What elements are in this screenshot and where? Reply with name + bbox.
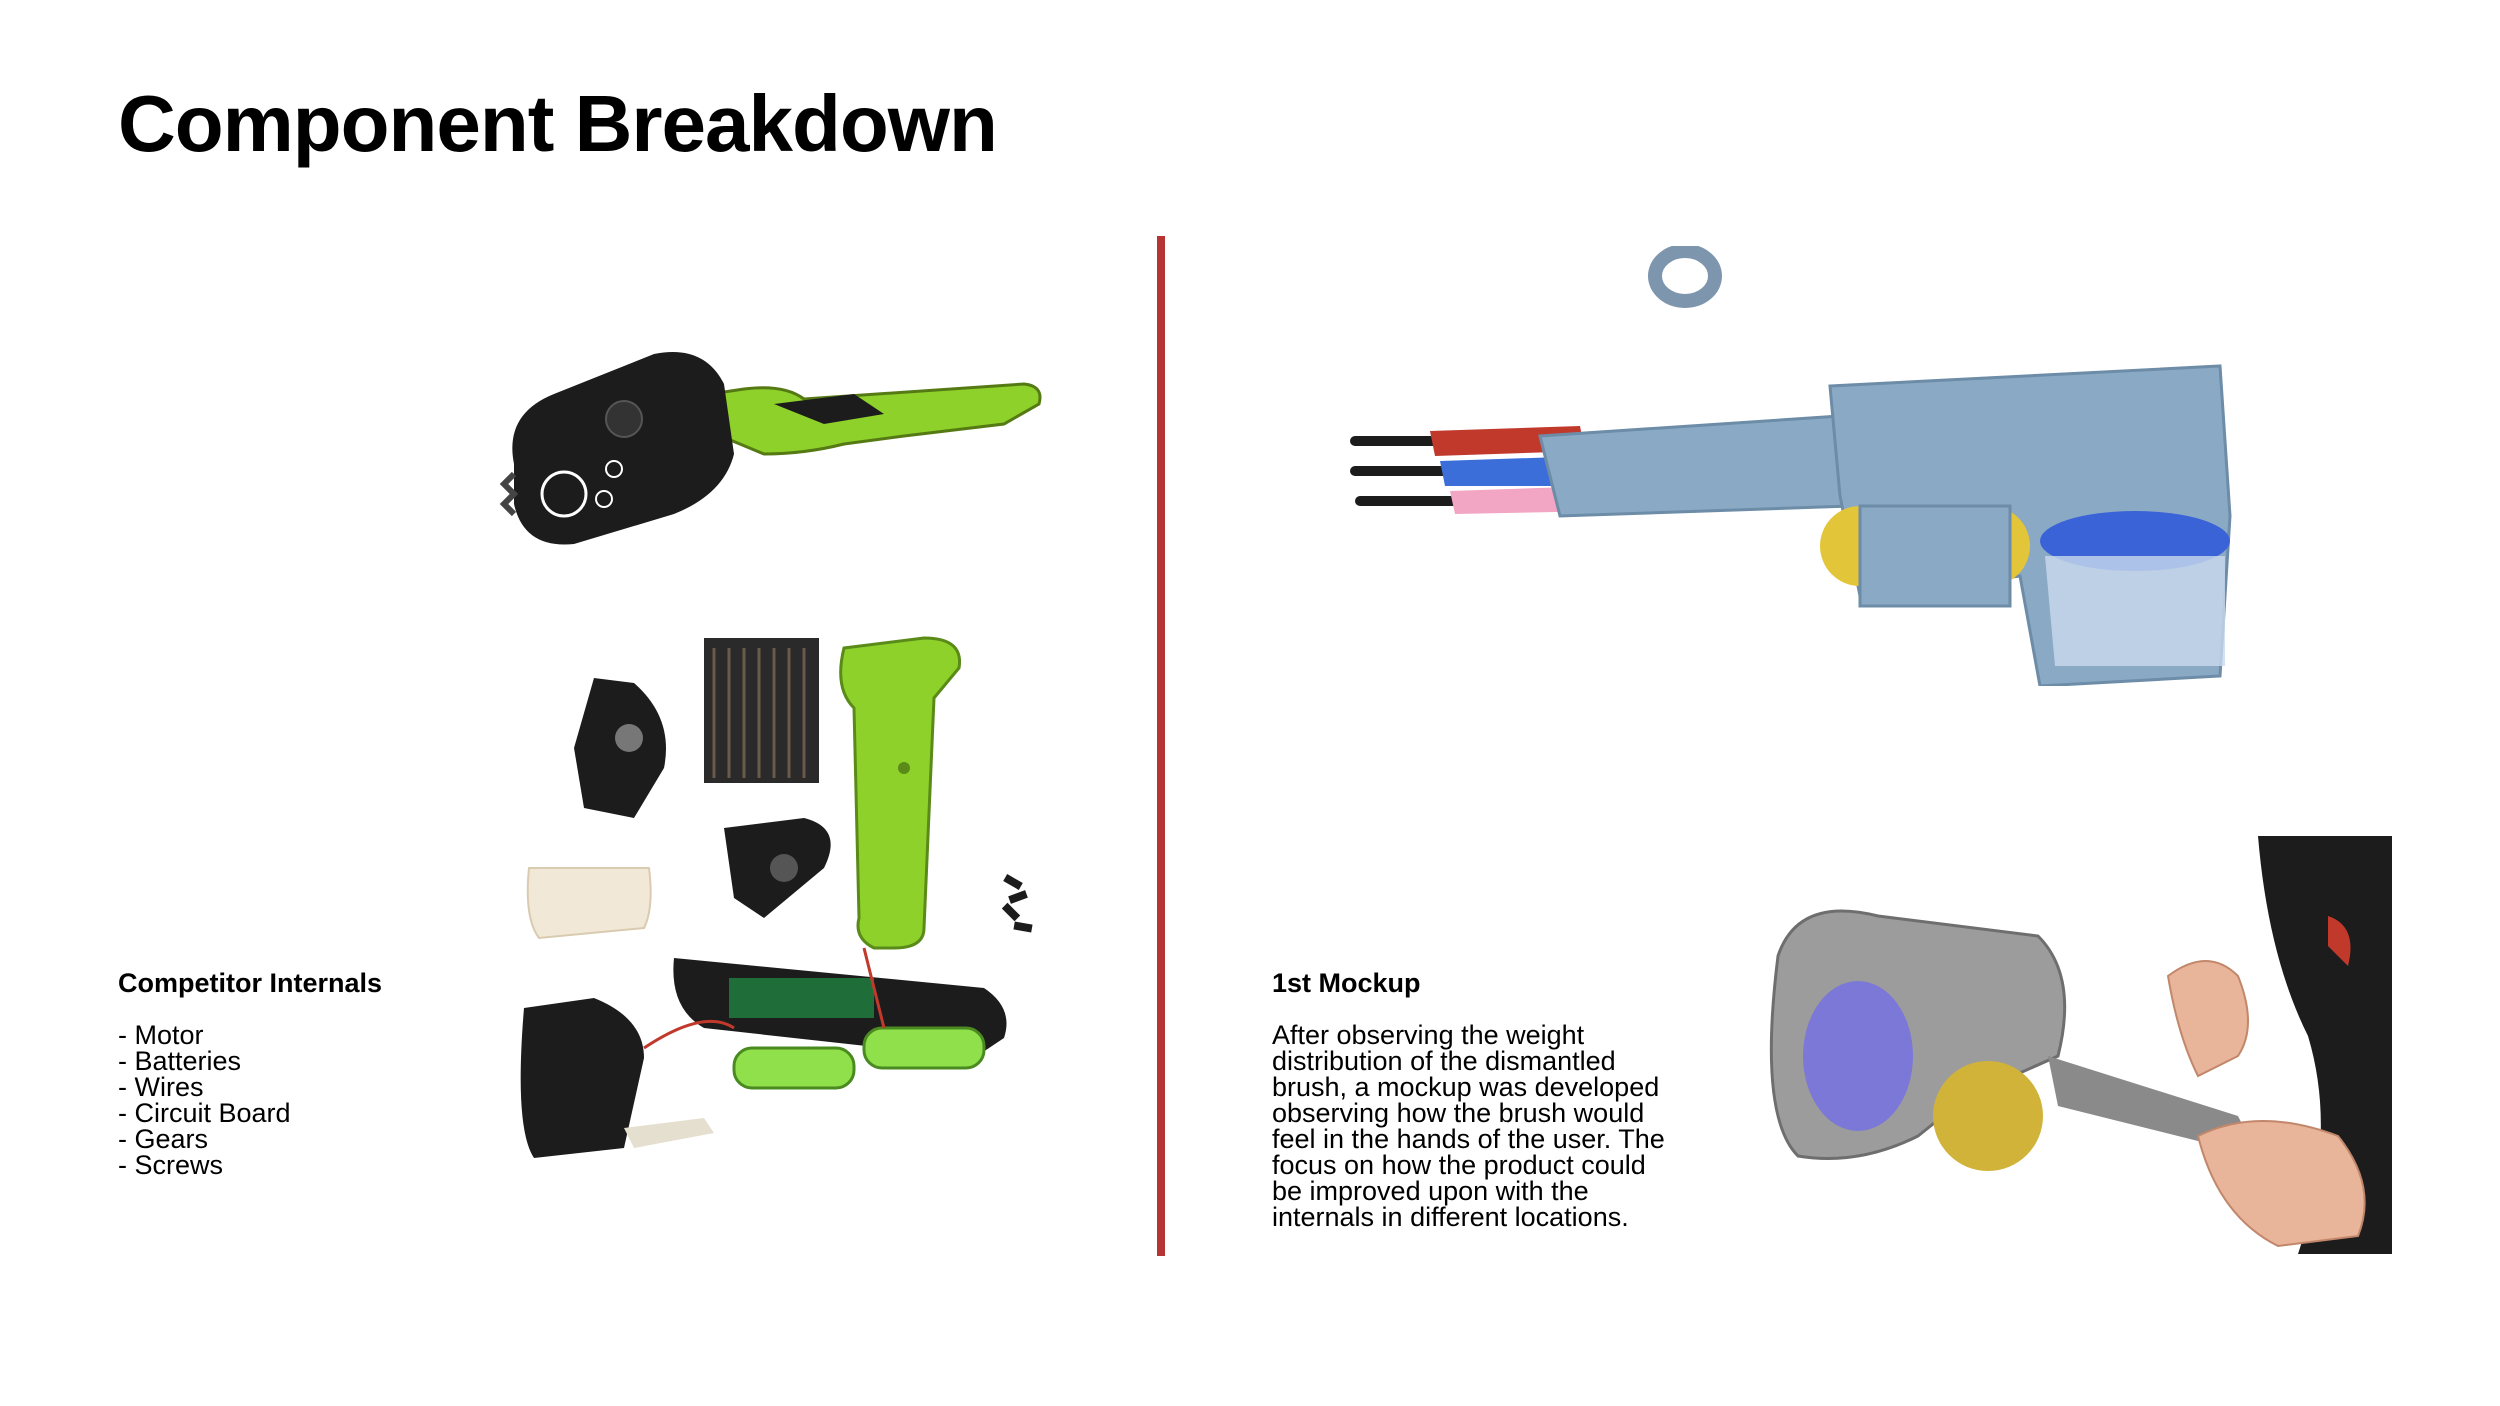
- page-title: Component Breakdown: [118, 79, 997, 168]
- list-item: - Gears: [118, 1124, 209, 1154]
- list-item: - Batteries: [118, 1046, 242, 1076]
- mockup-in-hand-photo: [1738, 836, 2392, 1254]
- list-item: - Motor: [118, 1020, 204, 1050]
- components-list: [118, 1022, 291, 1178]
- list-item: - Circuit Board: [118, 1098, 291, 1128]
- dismantled-brush-photo: [504, 628, 1044, 1168]
- mockup-description: After observing the weight distribution of the dismantled brush, a mockup was developed observing how the brush would feel in the hands of the user. The focus on how the product could be improved upon with the internals in different locations.: [1272, 1020, 1665, 1232]
- list-item: - Screws: [118, 1150, 224, 1180]
- mockup-photo: [1340, 246, 2240, 686]
- competitor-internals-heading: Competitor Internals: [118, 968, 383, 998]
- assembled-brush-photo: [484, 344, 1044, 554]
- list-item: - Wires: [118, 1072, 204, 1102]
- section-divider: [1157, 236, 1165, 1256]
- mockup-heading: 1st Mockup: [1272, 968, 1421, 998]
